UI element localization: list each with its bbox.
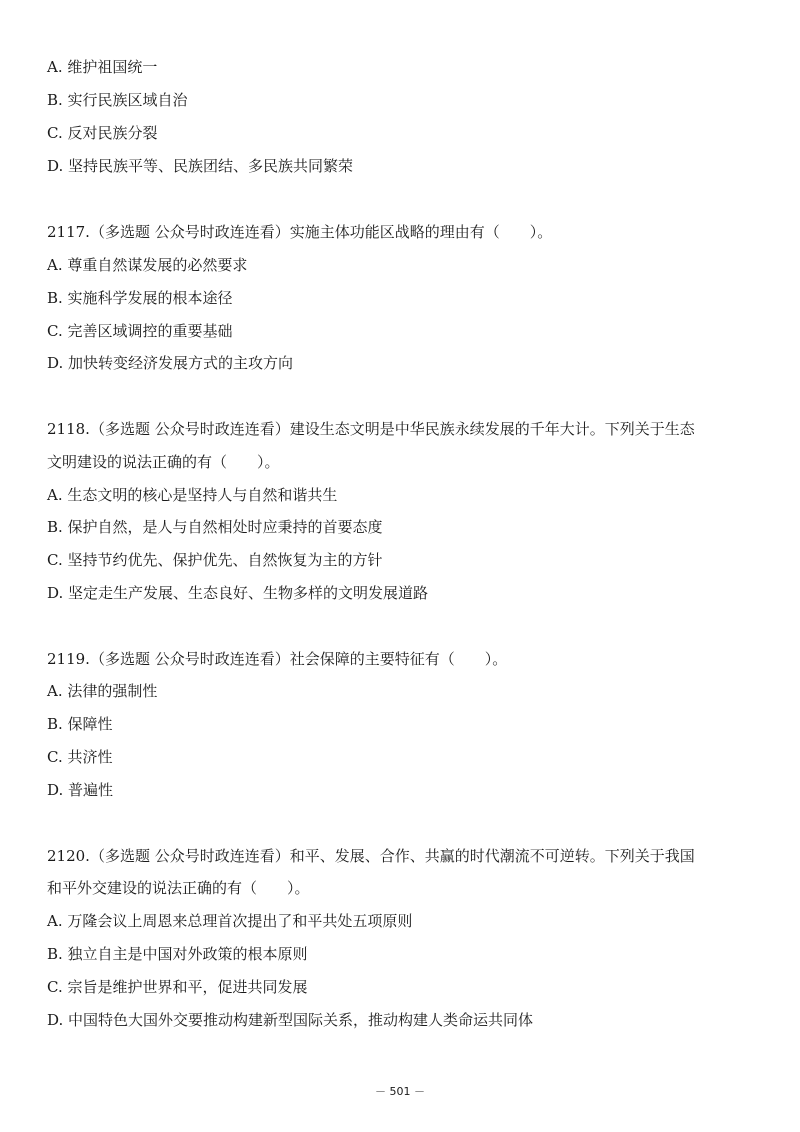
question-2119-option-d: D. 普遍性: [47, 781, 114, 799]
question-2119-option-a: A. 法律的强制性: [47, 682, 158, 700]
question-2120-stem-line-2: 和平外交建设的说法正确的有（ ）。: [47, 879, 310, 897]
question-2118-option-c: C. 坚持节约优先、保护优先、自然恢复为主的方针: [47, 551, 383, 569]
question-2120-option-d: D. 中国特色大国外交要推动构建新型国际关系，推动构建人类命运共同体: [47, 1011, 534, 1029]
question-2118-stem-line-2: 文明建设的说法正确的有（ ）。: [47, 453, 280, 471]
question-2117-option-c: C. 完善区域调控的重要基础: [47, 322, 233, 340]
question-2120-option-c: C. 宗旨是维护世界和平，促进共同发展: [47, 978, 308, 996]
intro-option-a: A. 维护祖国统一: [47, 58, 158, 76]
question-2117-option-a: A. 尊重自然谋发展的必然要求: [47, 256, 248, 274]
intro-option-d: D. 坚持民族平等、民族团结、多民族共同繁荣: [47, 157, 354, 175]
question-2120-stem-line-1: 2120.（多选题 公众号时政连连看）和平、发展、合作、共赢的时代潮流不可逆转。下列关于我国: [47, 847, 695, 865]
question-2117-option-d: D. 加快转变经济发展方式的主攻方向: [47, 354, 294, 372]
question-2118-stem-line-1: 2118.（多选题 公众号时政连连看）建设生态文明是中华民族永续发展的千年大计。下列关于生态: [47, 420, 695, 438]
question-2118-option-d: D. 坚定走生产发展、生态良好、生物多样的文明发展道路: [47, 584, 429, 602]
question-2117-stem: 2117.（多选题 公众号时政连连看）实施主体功能区战略的理由有（ ）。: [47, 223, 553, 241]
question-2119-stem: 2119.（多选题 公众号时政连连看）社会保障的主要特征有（ ）。: [47, 650, 508, 668]
question-2120-option-a: A. 万隆会议上周恩来总理首次提出了和平共处五项原则: [47, 912, 413, 930]
question-2118-option-a: A. 生态文明的核心是坚持人与自然和谐共生: [47, 486, 338, 504]
question-2119-option-c: C. 共济性: [47, 748, 113, 766]
intro-option-c: C. 反对民族分裂: [47, 124, 158, 142]
page-number: － 501 －: [375, 1085, 425, 1098]
question-2119-option-b: B. 保障性: [47, 715, 113, 733]
intro-option-b: B. 实行民族区域自治: [47, 91, 188, 109]
question-2117-option-b: B. 实施科学发展的根本途径: [47, 289, 233, 307]
question-2118-option-b: B. 保护自然，是人与自然相处时应秉持的首要态度: [47, 518, 383, 536]
question-2120-option-b: B. 独立自主是中国对外政策的根本原则: [47, 945, 308, 963]
